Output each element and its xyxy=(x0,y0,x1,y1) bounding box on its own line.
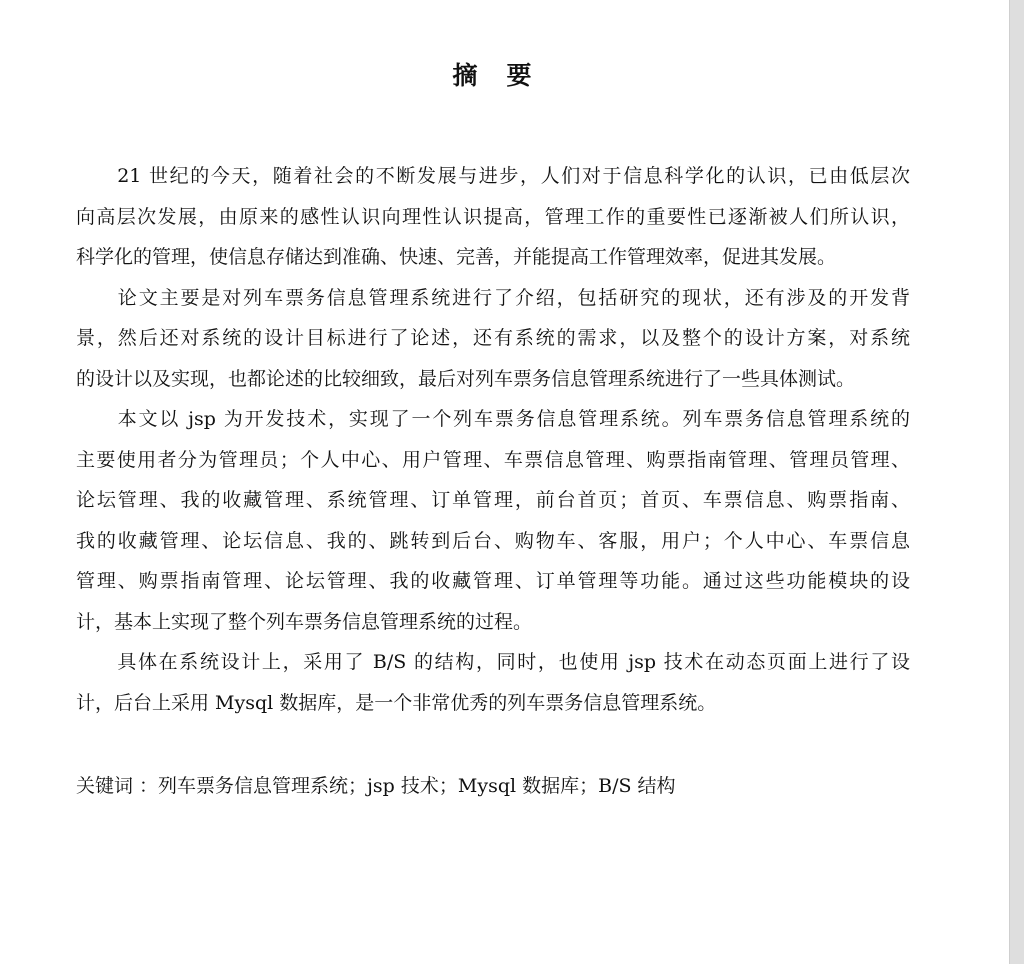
text-line: 论坛管理、我的收藏管理、系统管理、订单管理，前台首页；首页、车票信息、购票指南、 xyxy=(76,489,910,511)
text-line: 本文以 jsp 为开发技术，实现了一个列车票务信息管理系统。列车票务信息管理系统的 xyxy=(76,408,910,430)
text-line: 具体在系统设计上，采用了 B/S 的结构，同时，也使用 jsp 技术在动态页面上进行了设 xyxy=(76,651,910,673)
vertical-scrollbar[interactable] xyxy=(1009,0,1024,964)
keywords: 关键词 ：列车票务信息管理系统；jsp 技术；Mysql 数据库；B/S 结构 xyxy=(76,775,676,797)
text-line: 主要使用者分为管理员；个人中心、用户管理、车票信息管理、购票指南管理、管理员管理、 xyxy=(76,448,910,471)
text-line: 计，基本上实现了整个列车票务信息管理系统的过程。 xyxy=(76,610,533,633)
text-line: 景，然后还对系统的设计目标进行了论述，还有系统的需求，以及整个的设计方案，对系统 xyxy=(76,327,910,349)
text-line: 计，后台上采用 Mysql 数据库，是一个非常优秀的列车票务信息管理系统。 xyxy=(76,691,717,714)
paragraph xyxy=(76,646,910,727)
abstract-title: 摘 要 xyxy=(452,61,534,90)
text-line: 我的收藏管理、论坛信息、我的、跳转到后台、购物车、客服，用户；个人中心、车票信息 xyxy=(76,529,910,552)
text-line: 科学化的管理，使信息存储达到准确、快速、完善，并能提高工作管理效率，促进其发展。 xyxy=(76,246,837,268)
text-line: 论文主要是对列车票务信息管理系统进行了介绍，包括研究的现状，还有涉及的开发背 xyxy=(76,286,910,309)
text-line: 21 世纪的今天，随着社会的不断发展与进步，人们对于信息科学化的认识，已由低层次 xyxy=(76,165,910,187)
paragraph xyxy=(76,282,910,404)
text-line: 的设计以及实现，也都论述的比较细致，最后对列车票务信息管理系统进行了一些具体测试。 xyxy=(76,367,856,390)
paragraph xyxy=(76,160,910,282)
paragraph xyxy=(76,403,910,646)
text-line: 向高层次发展，由原来的感性认识向理性认识提高，管理工作的重要性已逐渐被人们所认识， xyxy=(76,205,910,228)
abstract-body xyxy=(76,160,910,727)
text-line: 管理、购票指南管理、论坛管理、我的收藏管理、订单管理等功能。通过这些功能模块的设 xyxy=(76,570,910,592)
